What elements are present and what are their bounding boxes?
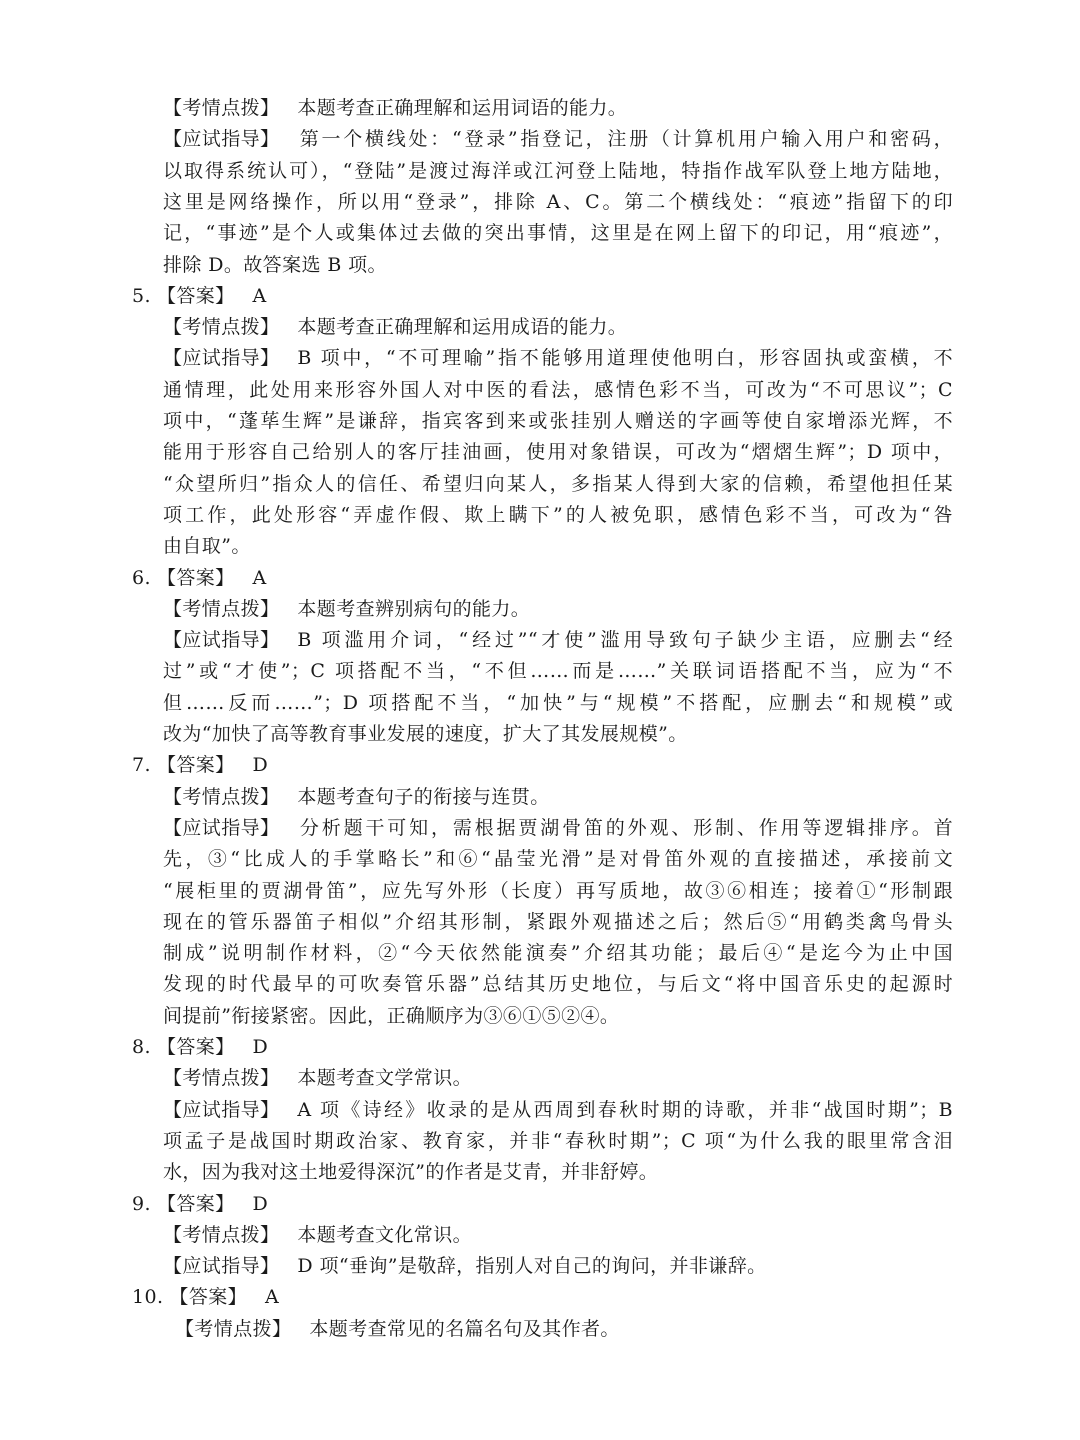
explanation-line [163,1250,953,1282]
section-text: D 项“垂询”是敬辞，指别人对自己的询问，并非谦辞。 [297,1255,767,1278]
explanation-line [163,624,953,656]
answer-line [132,1188,922,1220]
explanation-line [163,499,953,531]
section-text: “展柜里的贾湖骨笛”，应先写外形（长度）再写质地，故③⑥相连；接着①“形制跟 [163,879,953,902]
section-text: 水，因为我对这土地爱得深沉”的作者是艾青，并非舒婷。 [163,1161,659,1184]
answer-line [132,562,922,594]
explanation-line [163,155,953,187]
answer-label: 【答案】 [156,1192,235,1215]
explanation-line [163,687,953,719]
section-text: 本题考查常见的名篇名句及其作者。 [309,1317,620,1340]
section-text: 记，“事迹”是个人或集体过去做的突出事情，这里是在网上留下的印记，用“痕迹”， [163,222,953,245]
explanation-line [163,468,953,500]
section-text: 本题考查正确理解和运用成语的能力。 [297,316,628,339]
section-text: 本题考查正确理解和运用词语的能力。 [297,97,628,119]
explanation-line [163,843,953,875]
question-number: 10. [132,1286,164,1309]
section-text: 由自取”。 [163,535,251,558]
section-text: 项中，“蓬荜生辉”是谦辞，指宾客到来或张挂别人赠送的字画等使自家增添光辉，不 [163,410,953,432]
section-text: “众望所归”指众人的信任、希望归向某人，多指某人得到大家的信赖，希望他担任某 [163,472,953,495]
section-label: 【考情点拨】 [163,1067,280,1090]
section-text: 先，③“比成人的手掌略长”和⑥“晶莹光滑”是对骨笛外观的直接描述，承接前文 [163,848,953,871]
explanation-line [163,875,953,907]
section-text: 过”或“才使”；C 项搭配不当，“不但……而是……”关联词语搭配不当，应为“不 [163,660,953,683]
explanation-line [163,249,953,281]
explanation-line [163,92,953,124]
explanation-line [163,937,953,969]
explanation-line [163,1094,953,1126]
section-text: 第一个横线处：“登录”指登记，注册（计算机用户输入用户和密码， [297,128,953,151]
answer-line [132,280,922,312]
section-label: 【考情点拨】 [163,316,280,339]
explanation-line [175,1313,965,1345]
answer-label: 【答案】 [156,284,235,307]
explanation-line [163,342,953,374]
answer-value: A [252,566,267,589]
section-label: 【考情点拨】 [163,97,280,119]
section-text: 本题考查文学常识。 [297,1067,473,1090]
answer-label: 【答案】 [156,566,235,589]
explanation-line [163,781,953,813]
section-text: 制成”说明制作材料，②“今天依然能演奏”介绍其功能；最后④“是迄今为止中国 [163,942,953,965]
explanation-line [163,812,953,844]
question-number: 6. [132,566,151,589]
explanation-line [163,655,953,687]
answer-value: D [252,1036,269,1058]
explanation-line [163,217,953,249]
explanation-line [163,593,953,625]
section-text: 本题考查文化常识。 [297,1223,473,1246]
explanation-line [163,374,953,406]
question-number: 8. [132,1036,151,1058]
section-text: 项工作，此处形容“弄虚作假、欺上瞒下”的人被免职，感情色彩不当，可改为“咎 [163,503,953,526]
section-label: 【应试指导】 [163,347,280,370]
section-label: 【应试指导】 [163,1255,280,1278]
explanation-line [163,1062,953,1094]
answer-value: D [252,1192,269,1215]
explanation-line [163,1219,953,1251]
section-label: 【考情点拨】 [175,1317,292,1340]
answer-label: 【答案】 [156,754,235,777]
section-text: 但……反而……”；D 项搭配不当，“加快”与“规模”不搭配，应删去“和规模”或 [163,691,953,714]
section-text: A 项《诗经》收录的是从西周到春秋时期的诗歌，并非“战国时期”；B [297,1098,953,1121]
explanation-line [163,718,953,750]
explanation-line [163,530,953,562]
section-text: 以取得系统认可），“登陆”是渡过海洋或江河登上陆地，特指作战军队登上地方陆地， [163,159,953,182]
section-label: 【应试指导】 [163,629,280,652]
answer-label: 【答案】 [156,1036,235,1058]
answer-value: D [252,754,269,777]
section-text: 分析题干可知，需根据贾湖骨笛的外观、形制、作用等逻辑排序。首 [297,816,953,839]
section-label: 【应试指导】 [163,816,280,839]
section-label: 【考情点拨】 [163,785,280,808]
section-text: 现在的管乐器笛子相似”介绍其形制，紧跟外观描述之后；然后⑤“用鹤类禽鸟骨头 [163,910,953,933]
question-number: 9. [132,1192,151,1215]
section-text: 通情理，此处用来形容外国人对中医的看法，感情色彩不当，可改为“不可思议”；C [163,378,953,401]
section-label: 【应试指导】 [163,128,280,151]
section-text: 本题考查辨别病句的能力。 [297,597,531,620]
section-text: 排除 D。故答案选 B 项。 [163,253,387,276]
section-text: 发现的时代最早的可吹奏管乐器”总结其历史地位，与后文“将中国音乐史的起源时 [163,973,953,996]
section-text: B 项滥用介词，“经过”“才使”滥用导致句子缺少主语，应删去“经 [297,629,953,652]
explanation-line [163,186,953,218]
section-label: 【考情点拨】 [163,1223,280,1246]
explanation-line [163,405,953,437]
answer-line [132,1031,922,1063]
answer-label: 【答案】 [169,1286,248,1309]
explanation-line [163,1156,953,1188]
explanation-line [163,311,953,343]
section-text: 间提前”衔接紧密。因此，正确顺序为③⑥①⑤②④。 [163,1004,620,1027]
answer-line [132,1281,922,1313]
explanation-line [163,1125,953,1157]
section-label: 【考情点拨】 [163,597,280,620]
explanation-line [163,968,953,1000]
section-text: 改为“加快了高等教育事业发展的速度，扩大了其发展规模”。 [163,723,688,745]
question-number: 5. [132,284,151,307]
section-text: 本题考查句子的衔接与连贯。 [297,785,550,808]
answer-line [132,749,922,781]
section-label: 【应试指导】 [163,1098,280,1121]
section-text: 能用于形容自己给别人的客厅挂油画，使用对象错误，可改为“熠熠生辉”；D 项中， [163,441,953,464]
question-number: 7. [132,754,151,777]
explanation-line [163,123,953,155]
explanation-line [163,1000,953,1032]
answer-value: A [252,284,267,307]
section-text: B 项中，“不可理喻”指不能够用道理使他明白，形容固执或蛮横，不 [297,347,953,370]
explanation-line [163,906,953,938]
section-text: 这里是网络操作，所以用“登录”，排除 A、C。第二个横线处：“痕迹”指留下的印 [163,190,953,213]
explanation-line [163,436,953,468]
answer-value: A [265,1286,280,1309]
section-text: 项孟子是战国时期政治家、教育家，并非“春秋时期”；C 项“为什么我的眼里常含泪 [163,1129,953,1152]
